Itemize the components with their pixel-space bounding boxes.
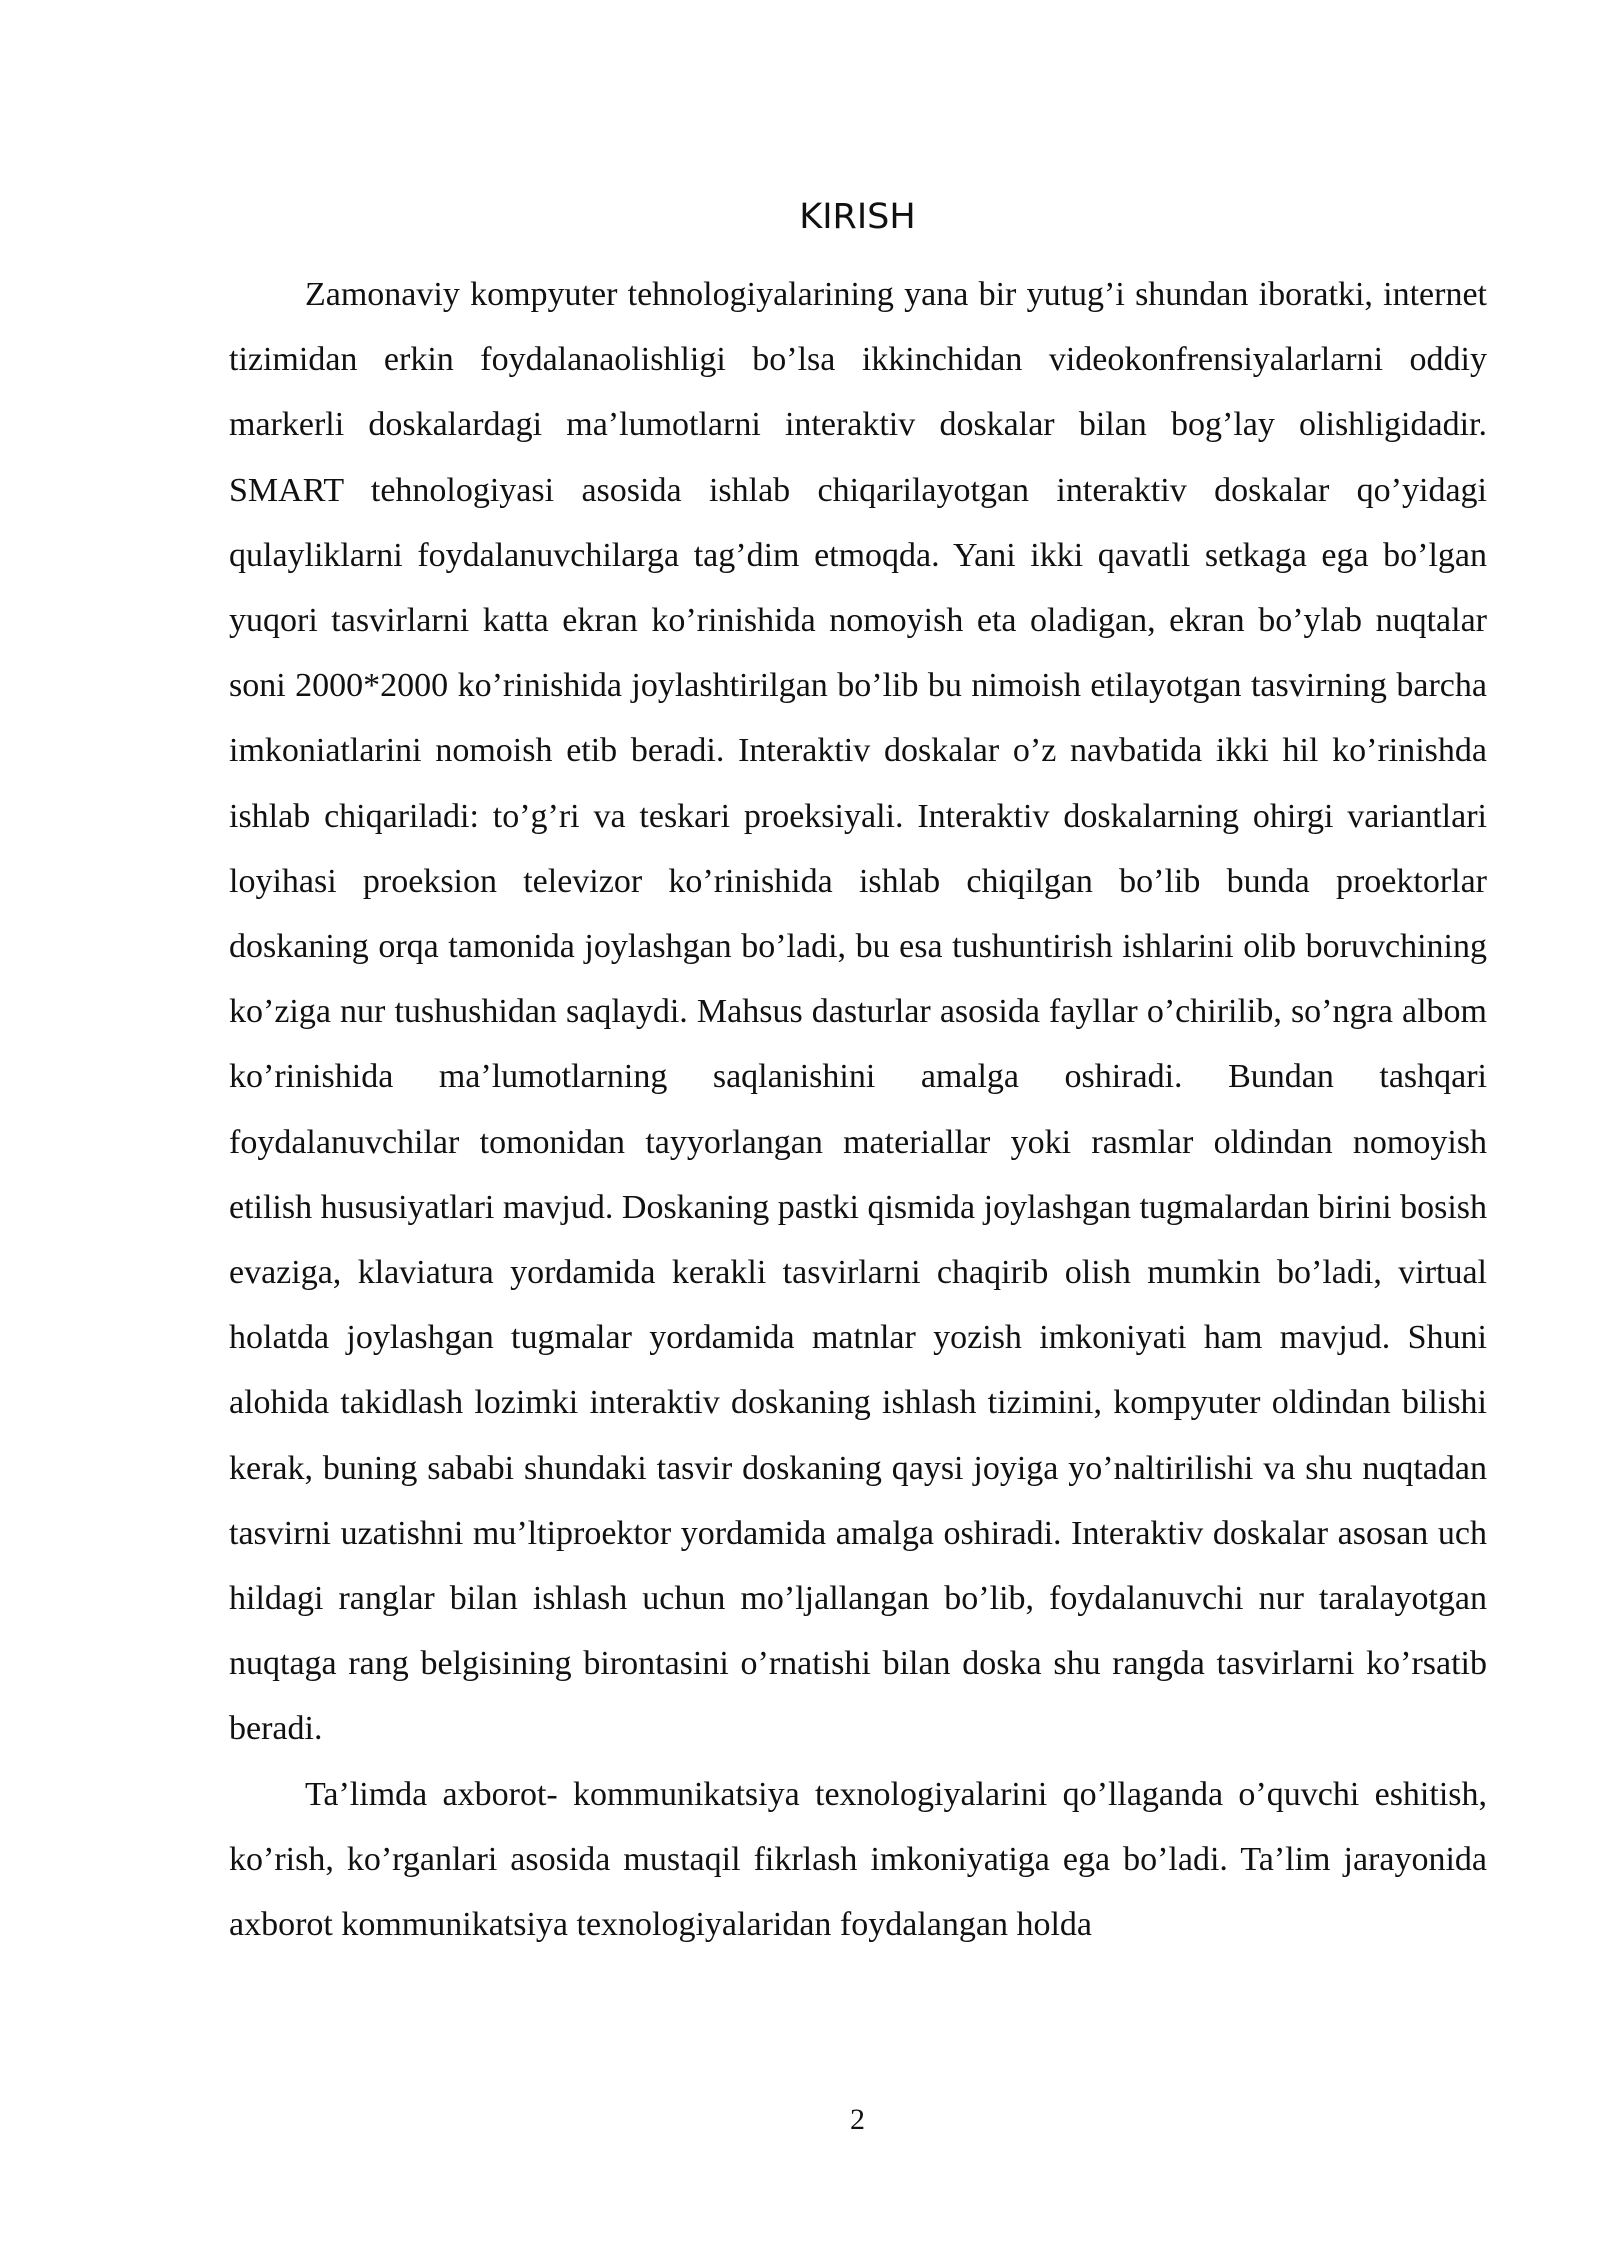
- paragraph-interactive-boards: Zamonaviy kompyuter tehnologiyalarining yana bir yutug’i shundan iboratki, internet tizimidan erkin foydalanaolishligi bo’lsa ikkinchidan videokonfrensiyalarlarni oddiy markerli doskalardagi ma’lumotlarni interaktiv doskalar bilan bog’lay olishligidadir. SMART tehnologiyasi asosida ishlab chiqarilayotgan interaktiv doskalar qo’yidagi qulayliklarni foydalanuvchilarga tag’dim etmoqda. Yani ikki qavatli setkaga ega bo’lgan yuqori tasvirlarni katta ekran ko’rinishida nomoyish eta oladigan, ekran bo’ylab nuqtalar soni 2000*2000 ko’rinishida joylashtirilgan bo’lib bu nimoish etilayotgan tasvirning barcha imkoniatlarini nomoish etib beradi. Interaktiv doskalar o’z navbatida ikki hil ko’rinishda ishlab chiqariladi: to’g’ri va teskari proeksiyali. Interaktiv doskalarning ohirgi variantlari loyihasi proeksion televizor ko’rinishida ishlab chiqilgan bo’lib bunda proektorlar doskaning orqa tamonida joylashgan bo’ladi, bu esa tushuntirish ishlarini olib boruvchining ko’ziga nur tushushidan saqlaydi. Mahsus dasturlar asosida fayllar o’chirilib, so’ngra albom ko’rinishida ma’lumotlarning saqlanishini amalga oshiradi. Bundan tashqari foydalanuvchilar tomonidan tayyorlangan materiallar yoki rasmlar oldindan nomoyish etilish hususiyatlari mavjud. Doskaning pastki qismida joylashgan tugmalardan birini bosish evaziga, klaviatura yordamida kerakli tasvirlarni chaqirib olish mumkin bo’ladi, virtual holatda joylashgan tugmalar yordamida matnlar yozish imkoniyati ham mavjud. Shuni alohida takidlash lozimki interaktiv doskaning ishlash tizimini, kompyuter oldindan bilishi kerak, buning sababi shundaki tasvir doskaning qaysi joyiga yo’naltirilishi va shu nuqtadan tasvirni uzatishni mu’ltiproektor yordamida amalga oshiradi. Interaktiv doskalar asosan uch hildagi ranglar bilan ishlash uchun mo’ljallangan bo’lib, foydalanuvchi nur taralayotgan nuqtaga rang belgisining birontasini o’rnatishi bilan doska shu rangda tasvirlarni ko’rsatib beradi.: [229, 276, 1487, 1748]
- body-text: [229, 262, 1487, 1957]
- page-heading: KIRISH: [799, 197, 916, 237]
- page-number: 2: [850, 2103, 865, 2136]
- paragraph-ict-education: Ta’limda axborot- kommunikatsiya texnologiyalarini qo’llaganda o’quvchi eshitish, ko’rish, ko’rganlari asosida mustaqil fikrlash imkoniyatiga ega bo’ladi. Ta’lim jarayonida axborot kommunikatsiya texnologiyalaridan foydalangan holda: [229, 1775, 1487, 1944]
